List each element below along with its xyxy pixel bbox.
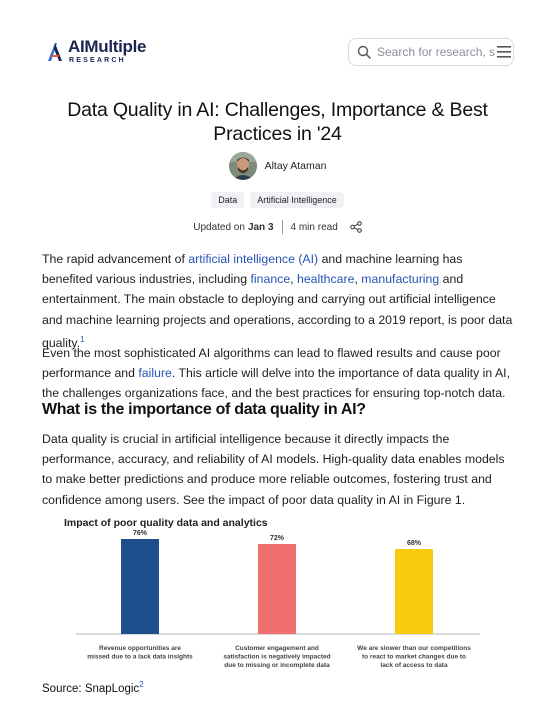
search-input[interactable]: [377, 45, 495, 59]
updated-label: Updated on: [193, 221, 245, 233]
chart-title: Impact of poor quality data and analytics: [64, 517, 268, 529]
text-run: . This article will delve into the importance of data quality in AI, the challenges organizations face, and the best practices for ensuring top-notch data.: [42, 366, 511, 401]
tag-data[interactable]: Data: [211, 192, 244, 208]
bar-value-label-3: 68%: [406, 540, 422, 547]
footnote-ref-2[interactable]: 2: [139, 680, 144, 689]
bar-value-label-1: 76%: [132, 530, 148, 537]
updated-date: Jan 3: [247, 221, 274, 233]
text-run: ,: [354, 272, 362, 287]
search-icon: [357, 45, 371, 59]
text-run: and machine learning has benefited various industries, including: [42, 252, 463, 287]
section-heading: What is the importance of data quality in AI?: [42, 401, 366, 418]
hamburger-menu-icon[interactable]: [497, 46, 511, 58]
search-box[interactable]: [348, 38, 514, 66]
author-byline[interactable]: [0, 152, 555, 180]
category-label-3: We are slower than our competitions: [357, 645, 471, 652]
bar-value-label-2: 72%: [269, 535, 285, 542]
intro-paragraph: [42, 249, 516, 353]
figure-source: [42, 680, 144, 695]
article-meta: [0, 220, 555, 234]
bar-2: [258, 544, 296, 634]
category-label-3: to react to market changes due to: [361, 653, 467, 661]
section-paragraph: Data quality is crucial in artificial intelligence because it directly impacts the performance, accuracy, and reliability of AI models. High-quality data enables models to make better predictions and produce more reliable outcomes, fostering trust and confidence among users. See the impact of poor data quality in AI in Figure 1.: [42, 432, 505, 507]
meta-divider: [282, 220, 283, 234]
share-icon[interactable]: [350, 221, 362, 233]
category-label-2: satisfaction is negatively impacted: [223, 653, 331, 661]
footnote-ref-1[interactable]: 1: [80, 334, 85, 344]
source-label: Source: SnapLogic: [42, 682, 140, 695]
link-manufacturing[interactable]: manufacturing: [361, 272, 440, 287]
category-label-1: missed due to a lack data insights: [87, 653, 193, 661]
author-name[interactable]: Altay Ataman: [264, 160, 327, 172]
text-run: and entertainment. The main obstacle to deploying and carrying out artificial intelligence and machine learning projects and operations, according to a 2019 report, is poor data quality.: [42, 272, 513, 350]
link-finance[interactable]: finance: [250, 272, 291, 287]
link-healthcare[interactable]: healthcare: [297, 272, 355, 287]
category-label-2: due to missing or incomplete data: [224, 662, 330, 669]
tag-list: [0, 192, 555, 208]
text-run: Even the most sophisticated AI algorithms can lead to flawed results and cause poor performance and: [42, 346, 501, 381]
tag-artificial-intelligence[interactable]: Artificial Intelligence: [250, 192, 344, 208]
bar-1: [121, 539, 159, 634]
site-logo[interactable]: [46, 38, 146, 65]
bar-chart: [40, 510, 515, 678]
author-avatar[interactable]: [229, 152, 257, 180]
link-artificial-intelligence[interactable]: artificial intelligence (AI): [188, 252, 319, 266]
category-label-2: Customer engagement and: [235, 645, 319, 652]
article-title: Data Quality in AI: Challenges, Importance & Best Practices in '24: [67, 99, 488, 145]
second-paragraph: [42, 343, 516, 404]
category-label-3: lack of access to data: [380, 662, 448, 669]
category-label-1: Revenue opportunities are: [99, 645, 181, 652]
link-failure[interactable]: failure: [138, 366, 172, 381]
read-time: 4 min read: [290, 221, 338, 233]
bar-3: [395, 549, 433, 634]
text-run: The rapid advancement of: [42, 252, 189, 266]
site-header: [0, 0, 555, 96]
logo-mark-icon: [46, 39, 64, 65]
text-run: ,: [290, 272, 297, 287]
figure-chart: [40, 510, 515, 678]
logo-wordmark: AIMultiple: [68, 37, 147, 56]
logo-subtitle: RESEARCH: [69, 57, 126, 64]
